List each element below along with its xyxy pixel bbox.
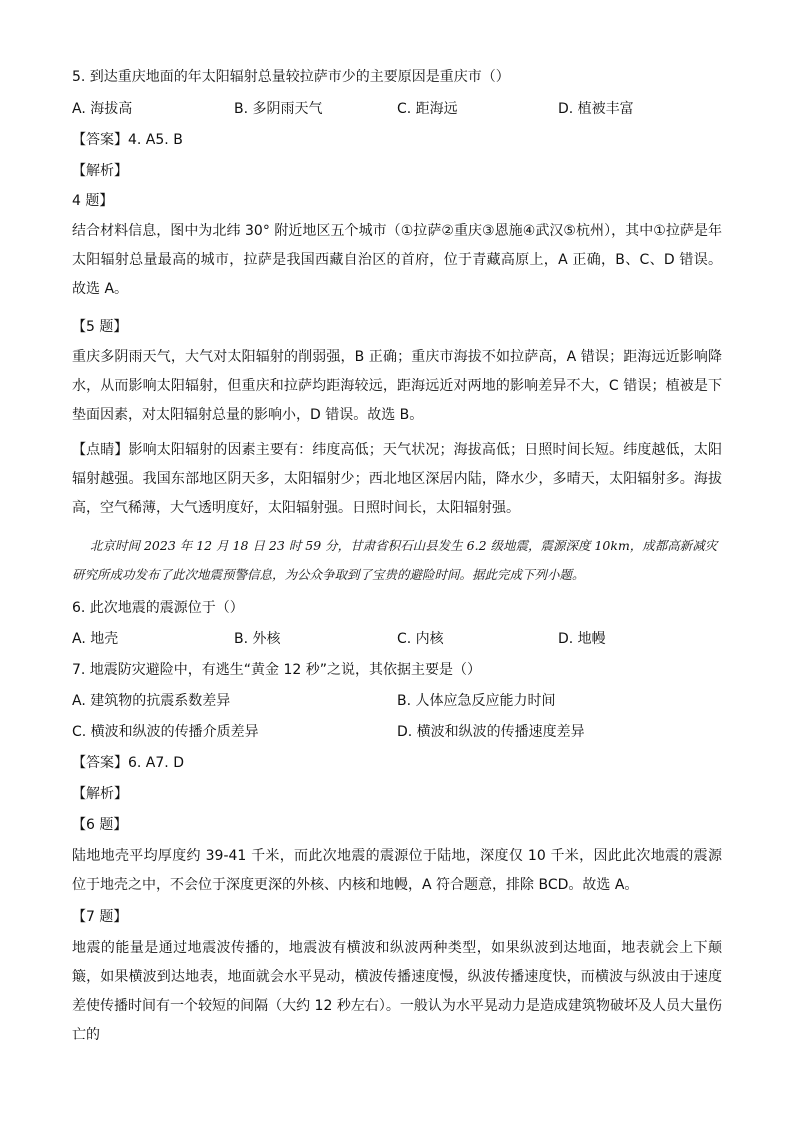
q5-option-b: B. 多阴雨天气: [234, 101, 323, 117]
sub-heading-q5: 【5 题】: [72, 319, 128, 335]
q6-option-c: C. 内核: [397, 631, 444, 647]
sub-heading-q7: 【7 题】: [72, 909, 128, 925]
explanation-q4: 结合材料信息，图中为北纬 30° 附近地区五个城市（①拉萨②重庆③恩施④武汉⑤杭州），其中①拉萨是年太阳辐射总量最高的城市，拉萨是我国西藏自治区的首府，位于青藏高原上，A 正确，B、C、D 错误。故选 A。: [72, 223, 722, 297]
q7-option-c: C. 横波和纵波的传播介质差异: [72, 724, 259, 740]
q5-option-d: D. 植被丰富: [558, 101, 634, 117]
analysis-heading-2: 【解析】: [72, 786, 128, 802]
q7-option-b: B. 人体应急反应能力时间: [397, 693, 556, 709]
sub-heading-q4: 4 题】: [72, 193, 114, 209]
q6-option-b: B. 外核: [234, 631, 281, 647]
question-6-stem: 6. 此次地震的震源位于（）: [72, 600, 244, 616]
sub-heading-q6: 【6 题】: [72, 817, 128, 833]
reading-passage-text: 北京时间 2023 年 12 月 18 日 23 时 59 分，甘肃省积石山县发生 6.2 级地震，震源深度 10km，成都高新减灾研究所成功发布了此次地震预警信息，为公众争取到了宝贵的避险时间。据此完成下列小题。: [72, 538, 718, 582]
answer-4-5: 【答案】4. A5. B: [72, 132, 183, 148]
question-5-stem: 5. 到达重庆地面的年太阳辐射总量较拉萨市少的主要原因是重庆市（）: [72, 69, 510, 85]
key-point-note: 【点睛】影响太阳辐射的因素主要有：纬度高低；天气状况；海拔高低；日照时间长短。纬度越低，太阳辐射越强。我国东部地区阴天多，太阳辐射少；西北地区深居内陆，降水少，多晴天，太阳辐射多。海拔高，空气稀薄，大气透明度好，太阳辐射强。日照时间长，太阳辐射强。: [72, 442, 722, 516]
explanation-q6: 陆地地壳平均厚度约 39-41 千米，而此次地震的震源位于陆地，深度仅 10 千米，因此此次地震的震源位于地壳之中，不会位于深度更深的外核、内核和地幔，A 符合题意，排除 BCD。故选 A。: [72, 848, 722, 893]
question-7-stem: 7. 地震防灾避险中，有逃生“黄金 12 秒”之说，其依据主要是（）: [72, 662, 482, 678]
explanation-q5: 重庆多阴雨天气，大气对太阳辐射的削弱强，B 正确；重庆市海拔不如拉萨高，A 错误；距海远近影响降水，从而影响太阳辐射，但重庆和拉萨均距海较远，距海远近对两地的影响差异不大，C 错误；植被是下垫面因素，对太阳辐射总量的影响小，D 错误。故选 B。: [72, 349, 722, 423]
analysis-heading-1: 【解析】: [72, 163, 128, 179]
q5-option-c: C. 距海远: [397, 101, 458, 117]
q7-option-a: A. 建筑物的抗震系数差异: [72, 693, 231, 709]
q5-option-a: A. 海拔高: [72, 101, 133, 117]
q6-option-a: A. 地壳: [72, 631, 119, 647]
answer-6-7: 【答案】6. A7. D: [72, 755, 184, 771]
explanation-q7: 地震的能量是通过地震波传播的，地震波有横波和纵波两种类型，如果纵波到达地面，地表就会上下颠簸，如果横波到达地表，地面就会水平晃动，横波传播速度慢，纵波传播速度快，而横波与纵波由于速度差使传播时间有一个较短的间隔（大约 12 秒左右）。一般认为水平晃动力是造成建筑物破坏及人员大量伤亡的: [72, 940, 722, 1043]
q6-option-d: D. 地幔: [558, 631, 606, 647]
reading-passage: [72, 531, 722, 589]
q7-option-d: D. 横波和纵波的传播速度差异: [397, 724, 585, 740]
